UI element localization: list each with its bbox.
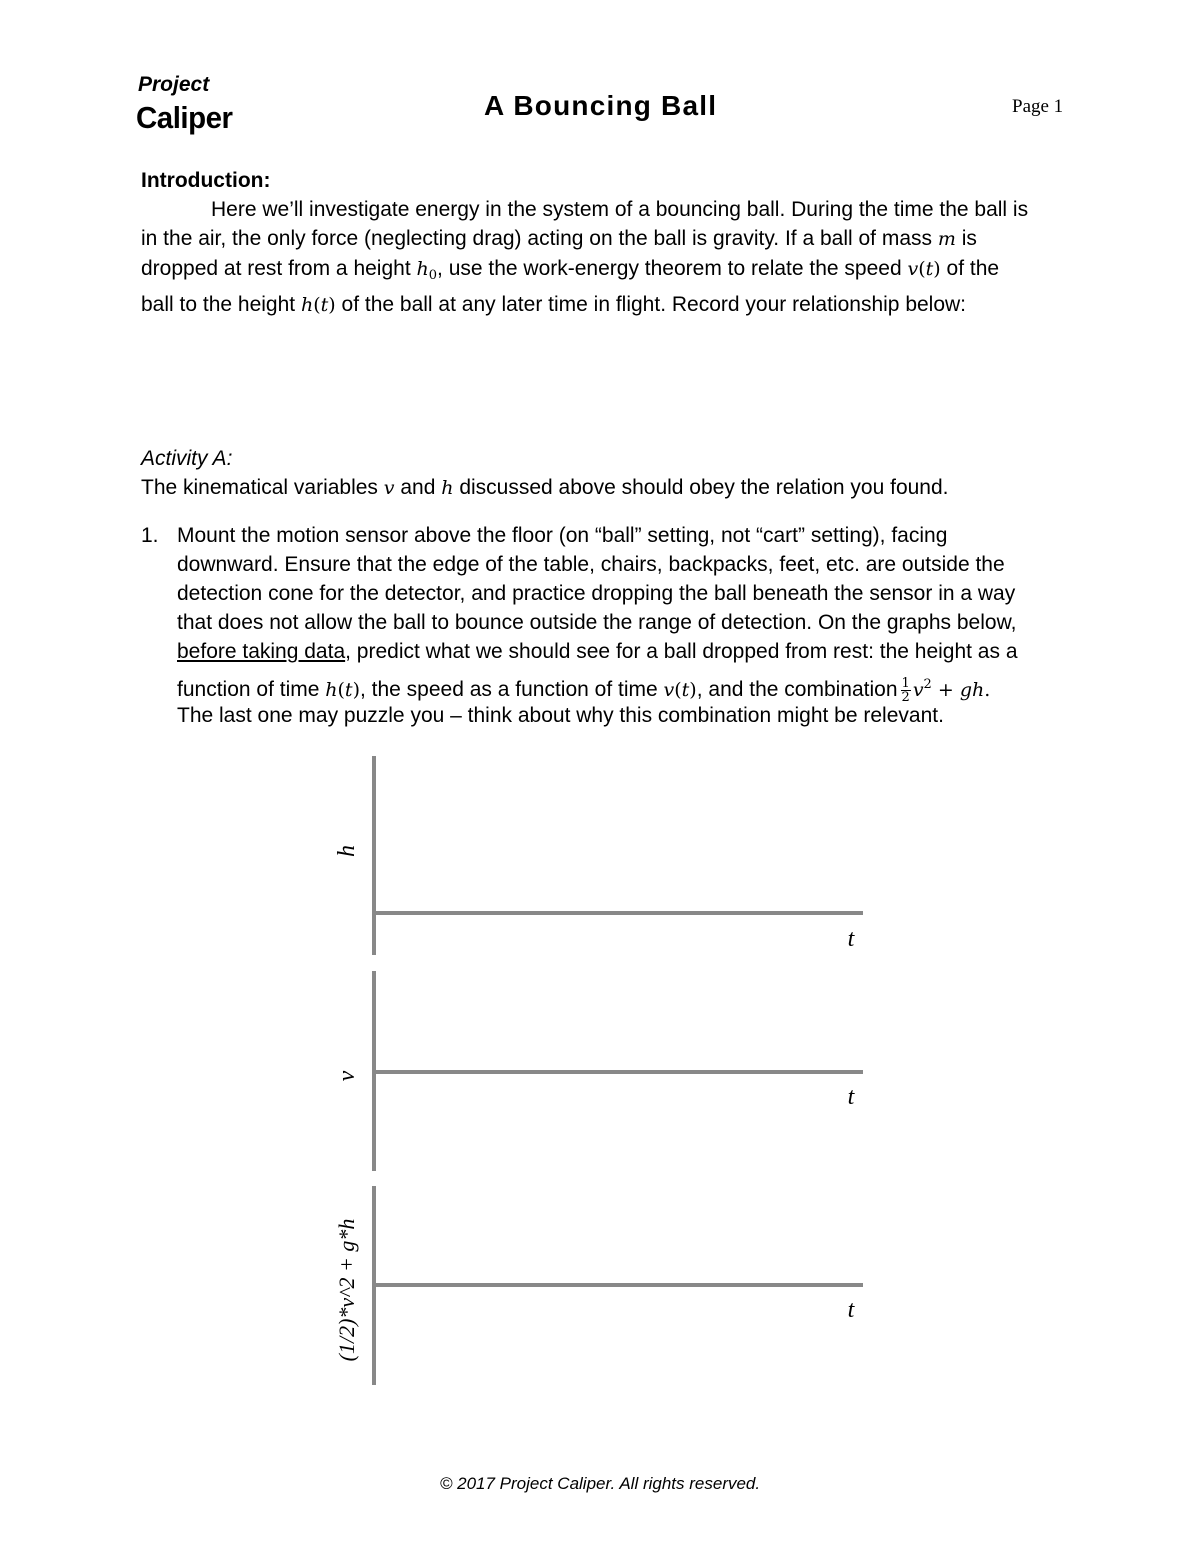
graph-height-vs-time [334, 756, 863, 955]
graph-1-y-label: h [334, 845, 360, 857]
graph-2-x-label: t [847, 1084, 855, 1110]
graph-3-x-label: t [847, 1297, 855, 1323]
step-line: that does not allow the ball to bounce outside the range of detection. On the graphs below, [177, 611, 1017, 634]
step-1-number: 1. [141, 524, 159, 547]
intro-line-1: Here we’ll investigate energy in the system of a bouncing ball. During the time the ball is [211, 198, 1029, 221]
step-line: detection cone for the detector, and practice dropping the ball beneath the sensor in a way [177, 582, 1016, 605]
page-title: A Bouncing Ball [484, 90, 718, 121]
intro-line-4: ball to the height h(t) of the ball at any later time in flight. Record your relationship below: [141, 293, 967, 316]
step-line: before taking data, predict what we should see for a ball dropped from rest: the height as a [177, 640, 1018, 663]
step-line: The last one may puzzle you – think about why this combination might be relevant. [177, 704, 944, 727]
step-line: Mount the motion sensor above the floor (on “ball” setting, not “cart” setting), facing [177, 524, 948, 547]
graph-1-x-label: t [847, 926, 855, 952]
graph-2-y-label: v [334, 1070, 360, 1082]
activity-a-heading: Activity A: [141, 447, 233, 470]
page-number: Page 1 [1012, 96, 1064, 117]
before-taking-data-emphasis: before taking data [177, 640, 346, 663]
graph-energy-combination-vs-time [334, 1186, 863, 1385]
graph-speed-vs-time [334, 971, 863, 1171]
intro-line-2: in the air, the only force (neglecting drag) acting on the ball is gravity. If a ball of mass m is [141, 227, 977, 250]
intro-line-3: dropped at rest from a height $h_0$, use the work-energy theorem to relate the speed v(t) of the [141, 257, 1000, 283]
copyright-footer: © 2017 Project Caliper. All rights reserved. [439, 1474, 761, 1493]
introduction-heading: Introduction: [141, 169, 271, 192]
graph-3-y-label: (1/2)*v^2 + g*h [334, 1218, 359, 1362]
brand-project-label: Project [138, 73, 210, 96]
one-half-fraction: $\frac{1}{2}$ [901, 675, 910, 705]
step-line: function of time h(t), the speed as a function of time v(t), and the combination $\frac{1}{2}$ $v^2$ + gh. [177, 675, 991, 705]
step-line: downward. Ensure that the edge of the table, chairs, backpacks, feet, etc. are outside the [177, 553, 1005, 576]
brand-caliper-logo: Caliper [136, 100, 233, 135]
activity-a-text: The kinematical variables v and h discussed above should obey the relation you found. [141, 476, 949, 499]
